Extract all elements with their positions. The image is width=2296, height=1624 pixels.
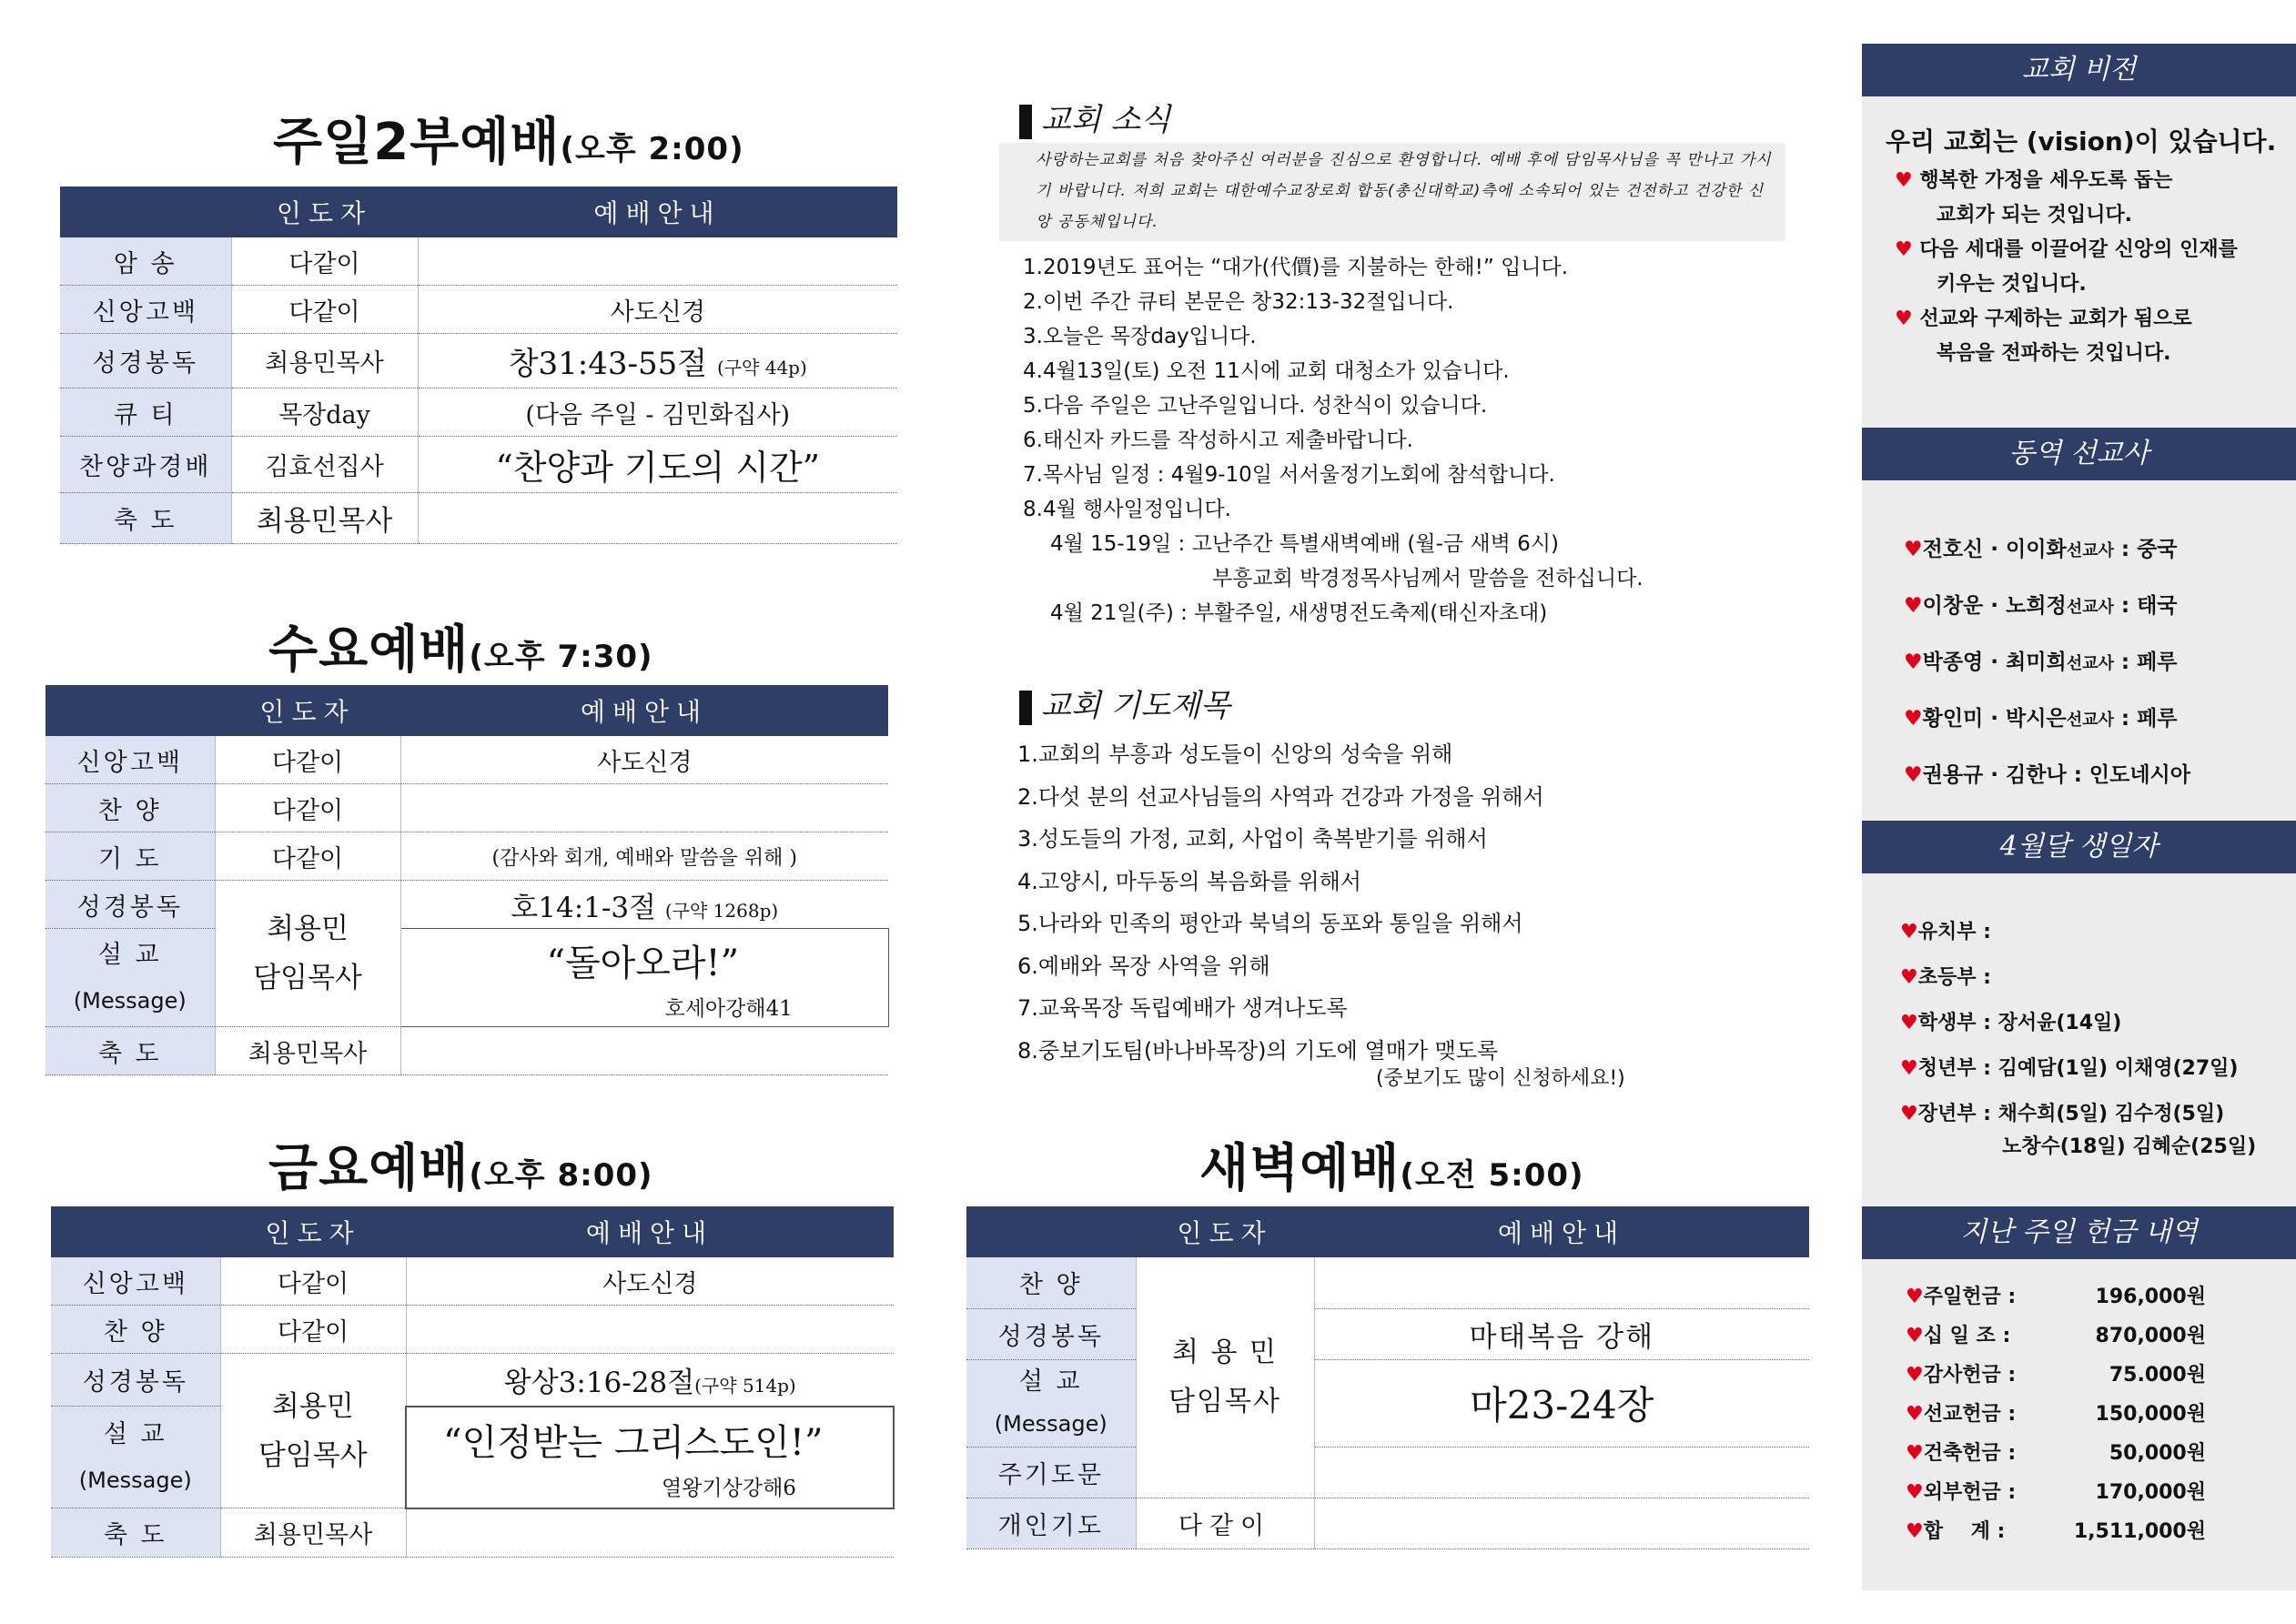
service2-title: 주일2부예배(오후 2:00) bbox=[273, 113, 744, 172]
heart-icon: ♥ bbox=[1904, 594, 1923, 618]
heart-icon: ♥ bbox=[1906, 1481, 1924, 1504]
list-item: ♥외부헌금 : 170,000원 bbox=[1906, 1481, 2206, 1504]
table-row: 성경봉독 최용민목사 창31:43-55절 (구약 44p) bbox=[60, 334, 897, 388]
table-row: 찬 양 다같이 bbox=[46, 784, 888, 832]
heart-icon: ♥ bbox=[1906, 1403, 1924, 1426]
table-header: 인도자 예배안내 bbox=[51, 1206, 894, 1257]
news-intro: 사랑하는교회를 처음 찾아주신 여러분을 진심으로 환영합니다. 예배 후에 담임목사님을 꼭 만나고 가시기 바랍니다. 저희 교회는 대한예수교장로회 합동(총신대학교)측에 소속되어 있는 건전하고 건강한 신앙 공동체입니다. bbox=[999, 143, 1785, 241]
prayer-title: 교회 기도제목 bbox=[1019, 681, 1230, 725]
heart-icon: ♥ bbox=[1904, 707, 1923, 731]
table-row: 찬 양 최 용 민 담임목사 bbox=[966, 1257, 1809, 1308]
vision-header: 교회 비전 bbox=[1862, 44, 2296, 96]
vision-list: ♥ 행복한 가정을 세우도록 돕는 교회가 되는 것입니다. ♥ 다음 세대를 이끌어갈 신앙의 인재를 키우는 것입니다. ♥ 선교와 구제하는 교회가 됨으로 복음을 전파하는 것입니다. bbox=[1895, 169, 2238, 365]
prayer-list: 1.교회의 부흥과 성도들이 신앙의 성숙을 위해 2.다섯 분의 선교사님들의 사역과 건강과 가정을 위해서 3.성도들의 가정, 교회, 사업이 축복받기를 위해서 4.고양시, 마두동의 복음화를 위해서 5.나라와 민족의 평안과 북녘의 동포와 통일을 위해서 6.예배와 목장 사역을 위해 7.교육목장 독립예배가 생겨나도록 8.중보기도팀(바나바목장)의 기도에 열매가 맺도록 bbox=[1017, 741, 1544, 1064]
service2-table bbox=[60, 187, 897, 544]
table-row: 신앙고백 다같이 사도신경 bbox=[51, 1257, 894, 1306]
vision-lead: 우리 교회는 (vision)이 있습니다. bbox=[1886, 126, 2277, 156]
table-row: 축 도 최용민목사 bbox=[46, 1027, 888, 1075]
list-item: ♥이창운 · 노희정선교사 : 태국 bbox=[1904, 594, 2178, 618]
table-row: 암 송 다같이 bbox=[60, 237, 897, 286]
fri-leader-merged: 최용민 담임목사 bbox=[220, 1354, 406, 1508]
heart-icon: ♥ bbox=[1906, 1364, 1924, 1387]
list-item: ♥십 일 조 : 870,000원 bbox=[1906, 1325, 2206, 1347]
dawn-leader-merged: 최 용 민 담임목사 bbox=[1136, 1257, 1314, 1498]
heart-icon: ♥ bbox=[1895, 169, 1913, 192]
heart-icon: ♥ bbox=[1895, 308, 1913, 330]
list-item: ♥주일헌금 : 196,000원 bbox=[1906, 1286, 2206, 1308]
list-item: ♥합 계 : 1,511,000원 bbox=[1906, 1520, 2206, 1543]
table-header: 인도자 예배안내 bbox=[46, 685, 888, 736]
heart-icon: ♥ bbox=[1900, 966, 1918, 989]
table-row: 기 도 다같이 (감사와 회개, 예배와 말씀을 위해 ) bbox=[46, 832, 888, 881]
list-item: ♥장년부 : 채수희(5일) 김수정(5일) bbox=[1900, 1103, 2225, 1125]
list-item: ♥감사헌금 : 75.000원 bbox=[1906, 1364, 2206, 1387]
table-row: 신앙고백 다같이 사도신경 bbox=[60, 286, 897, 334]
heart-icon: ♥ bbox=[1900, 1057, 1918, 1080]
wed-table bbox=[46, 685, 889, 1075]
birthdays-header: 4월달 생일자 bbox=[1862, 821, 2296, 873]
news-title: 교회 소식 bbox=[1019, 95, 1170, 139]
list-item: ♥유치부 : bbox=[1900, 921, 1991, 943]
list-item: ♥박종영 · 최미희선교사 : 페루 bbox=[1904, 651, 2178, 674]
table-row: 설 교 (Message) 마23-24장 bbox=[966, 1359, 1809, 1447]
missionaries-list bbox=[1904, 522, 2190, 804]
list-item: ♥학생부 : 장서윤(14일) bbox=[1900, 1012, 2122, 1034]
heart-icon: ♥ bbox=[1904, 651, 1923, 674]
missionaries-header: 동역 선교사 bbox=[1862, 428, 2296, 480]
heart-icon: ♥ bbox=[1904, 763, 1923, 787]
fri-table bbox=[51, 1206, 895, 1558]
table-row: 찬양과경배 김효선집사 “찬양과 기도의 시간” bbox=[60, 437, 897, 493]
table-header: 인도자 예배안내 bbox=[966, 1206, 1809, 1257]
list-item: ♥황인미 · 박시은선교사 : 페루 bbox=[1904, 707, 2178, 731]
table-row: 설 교 (Message) “인정받는 그리스도인!” 열왕기상강해6 bbox=[51, 1407, 894, 1508]
list-item: ♥권용규 · 김한나 : 인도네시아 bbox=[1904, 763, 2190, 787]
heart-icon: ♥ bbox=[1900, 1012, 1918, 1034]
list-item: ♥전호신 · 이이화선교사 : 중국 bbox=[1904, 538, 2178, 561]
table-row: 설 교 (Message) “돌아오라!” 호세아강해41 bbox=[46, 929, 888, 1027]
heart-icon: ♥ bbox=[1906, 1325, 1924, 1347]
table-row: 신앙고백 다같이 사도신경 bbox=[46, 736, 888, 784]
dawn-title: 새벽예배(오전 5:00) bbox=[1199, 1139, 1584, 1198]
table-header: 인도자 예배안내 bbox=[60, 187, 897, 237]
wed-leader-merged: 최용민 담임목사 bbox=[215, 881, 400, 1027]
heart-icon: ♥ bbox=[1900, 1103, 1918, 1125]
fri-title: 금요예배(오후 8:00) bbox=[268, 1139, 653, 1198]
table-row: 성경봉독 최용민 담임목사 호14:1-3절 (구약 1268p) bbox=[46, 881, 888, 929]
heart-icon: ♥ bbox=[1904, 538, 1923, 561]
wed-title: 수요예배(오후 7:30) bbox=[268, 620, 653, 680]
table-row: 축 도 최용민목사 bbox=[60, 493, 897, 544]
table-row: 성경봉독 최용민 담임목사 왕상3:16-28절(구약 514p) bbox=[51, 1354, 894, 1407]
offering-header: 지난 주일 헌금 내역 bbox=[1862, 1206, 2296, 1259]
heart-icon: ♥ bbox=[1906, 1442, 1924, 1465]
heart-icon: ♥ bbox=[1895, 238, 1913, 261]
news-list: 1.2019년도 표어는 “대가(代價)를 지불하는 한해!” 입니다. 2.이번 주간 큐티 본문은 창32:13-32절입니다. 3.오늘은 목장day입니다. 4.4월13일(토) 오전 11시에 교회 대청소가 있습니다. 5.다음 주일은 고난주일입니다. 성찬식이 있습니다. 6.태신자 카드를 작성하시고 제출바랍니다. 7.목사님 일정 : 4월9-10일 서서울정기노회에 참석합니다. 8.4월 행사일정입니다. 4월 15-19일 : 고난주간 특별새벽예배 (월-금 새벽 6시) 부흥교회 박경정목사님께서 말씀을 전하십니다. 4월 21일(주) : 부활주일, 새생명전도축제(태신자초대) bbox=[1023, 256, 1644, 625]
list-item: ♥청년부 : 김예담(1일) 이채영(27일) bbox=[1900, 1057, 2239, 1080]
table-row: 주기도문 bbox=[966, 1447, 1809, 1498]
prayer-note: (중보기도 많이 신청하세요!) bbox=[1376, 1067, 1625, 1090]
table-row: 성경봉독 마태복음 강해 bbox=[966, 1308, 1809, 1359]
table-row: 개인기도 다같이 bbox=[966, 1498, 1809, 1548]
table-row: 찬 양 다같이 bbox=[51, 1306, 894, 1354]
list-item: ♥초등부 : bbox=[1900, 966, 1991, 989]
dawn-table bbox=[966, 1206, 1809, 1549]
heart-icon: ♥ bbox=[1906, 1520, 1924, 1543]
birthdays-list: ♥유치부 : ♥초등부 : ♥학생부 : 장서윤(14일) ♥청년부 : 김예담(1일) 이채영(27일) ♥장년부 : 채수희(5일) 김수정(5일) 노창수(18일) 김혜순(25일) bbox=[1900, 910, 2256, 1164]
table-row: 큐 티 목장day (다음 주일 - 김민화집사) bbox=[60, 388, 897, 437]
list-item: ♥선교헌금 : 150,000원 bbox=[1906, 1403, 2206, 1426]
table-row: 축 도 최용민목사 bbox=[51, 1508, 894, 1558]
list-item: ♥건축헌금 : 50,000원 bbox=[1906, 1442, 2206, 1465]
heart-icon: ♥ bbox=[1906, 1286, 1924, 1308]
heart-icon: ♥ bbox=[1900, 921, 1918, 943]
offering-list bbox=[1906, 1277, 2206, 1551]
